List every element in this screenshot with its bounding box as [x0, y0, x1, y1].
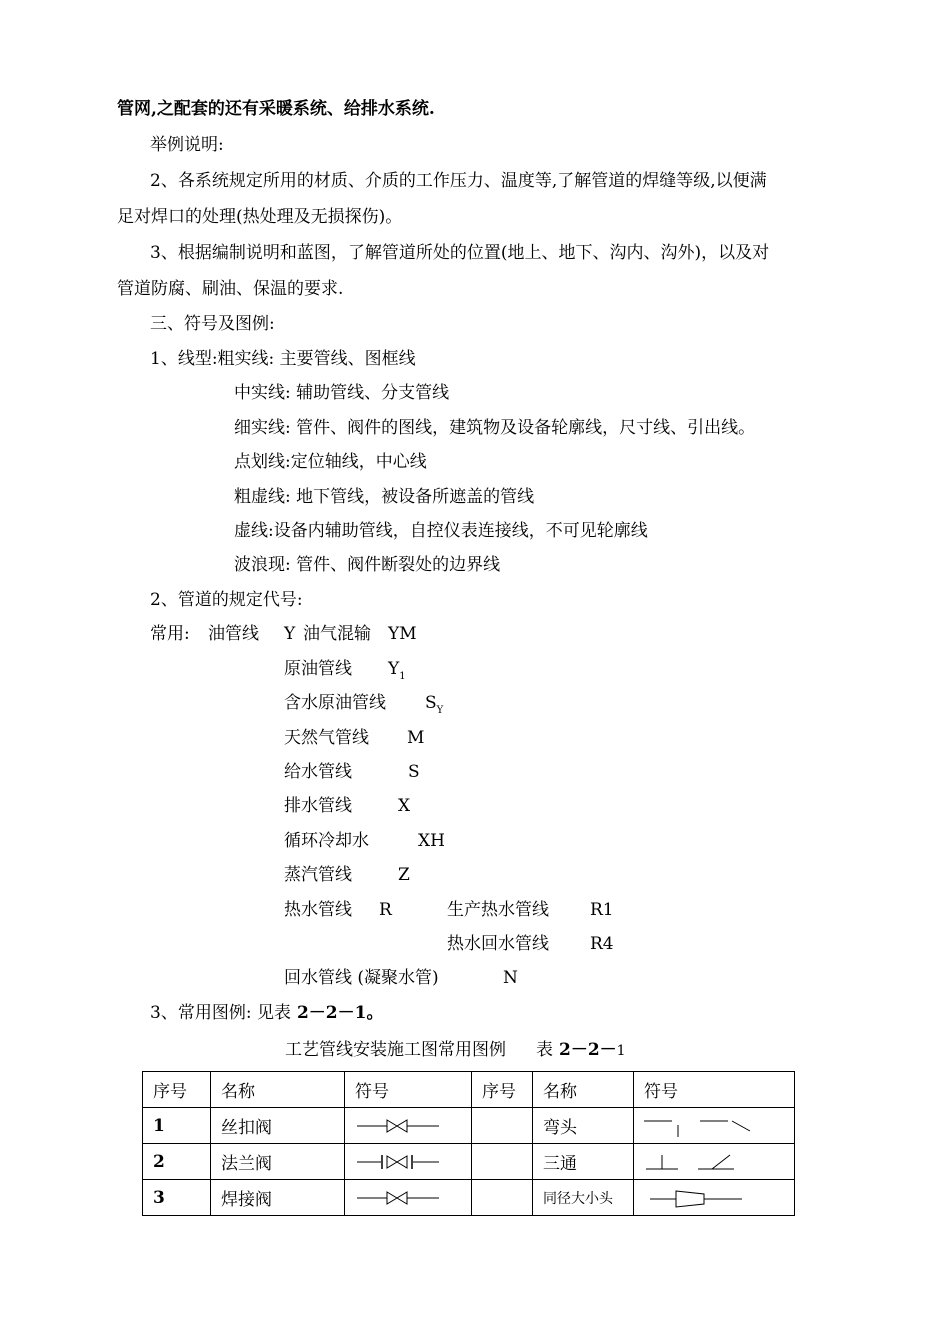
section-heading: 三、符号及图例:: [150, 314, 275, 334]
legend-reference: 3、常用图例: 见表 2－2－1。: [150, 1003, 384, 1023]
elbow-icon: [642, 1113, 782, 1139]
code-value: Y: [284, 624, 296, 644]
welded-valve-icon: [353, 1188, 453, 1208]
table-header: 符号: [634, 1072, 795, 1108]
code-value: R4: [590, 934, 614, 954]
code-value: $Y_1$: [388, 659, 406, 682]
row-name: 丝扣阀: [211, 1108, 345, 1144]
row-symbol: [634, 1144, 795, 1180]
text-line: 中实线: 辅助管线、分支管线: [234, 383, 450, 403]
code-value: X: [398, 796, 411, 816]
text-line: 举例说明:: [150, 135, 224, 155]
code-name: 油管线: [208, 624, 259, 644]
code-value: S: [408, 762, 420, 782]
row-symbol: [345, 1108, 472, 1144]
flanged-valve-icon: [353, 1152, 453, 1172]
code-name: 生产热水管线: [447, 900, 549, 920]
code-value: $S_Y$: [425, 693, 444, 716]
row-number: 2: [143, 1144, 211, 1180]
table-header: 名称: [533, 1072, 634, 1108]
code-value: N: [503, 968, 518, 988]
row-name: 弯头: [533, 1108, 634, 1144]
text-line: 3、根据编制说明和蓝图，了解管道所处的位置(地上、地下、沟内、沟外)，以及对: [150, 243, 770, 263]
code-value: XH: [418, 831, 445, 851]
row-symbol: [345, 1180, 472, 1216]
row-name: 三通: [533, 1144, 634, 1180]
text-line: 管道防腐、刷油、保温的要求.: [117, 279, 344, 299]
code-value: YM: [388, 624, 417, 644]
reducer-icon: [642, 1185, 782, 1211]
row-number: [472, 1108, 533, 1144]
legend-table: [142, 1071, 795, 1216]
threaded-valve-icon: [353, 1116, 453, 1136]
code-name: 热水管线: [284, 900, 352, 920]
text-line: 2、各系统规定所用的材质、介质的工作压力、温度等,了解管道的焊缝等级,以便满: [150, 171, 767, 191]
tee-icon: [642, 1149, 782, 1175]
table-header: 符号: [345, 1072, 472, 1108]
table-header-row: [143, 1072, 795, 1108]
table-caption: 工艺管线安装施工图常用图例 表 2－2－1: [285, 1040, 626, 1060]
text-line: 粗虚线: 地下管线，被设备所遮盖的管线: [234, 487, 535, 507]
code-value: R: [379, 900, 392, 920]
code-name: 回水管线 (凝聚水管): [284, 968, 439, 988]
code-name: 天然气管线: [284, 728, 369, 748]
text-line: 虚线:设备内辅助管线，自控仪表连接线，不可见轮廓线: [234, 521, 648, 541]
code-name: 热水回水管线: [447, 934, 549, 954]
table-header: 序号: [472, 1072, 533, 1108]
row-symbol: [634, 1108, 795, 1144]
table-header: 名称: [211, 1072, 345, 1108]
row-symbol: [634, 1180, 795, 1216]
text-line: 1、线型:粗实线: 主要管线、图框线: [150, 349, 416, 369]
code-name: 油气混输: [303, 624, 371, 644]
code-value: R1: [590, 900, 614, 920]
text-line: 点划线:定位轴线，中心线: [234, 452, 427, 472]
row-name: 同径大小头: [533, 1180, 634, 1216]
code-name: 原油管线: [284, 659, 352, 679]
row-number: [472, 1180, 533, 1216]
text-line: 足对焊口的处理(热处理及无损探伤)。: [117, 207, 403, 227]
row-name: 法兰阀: [211, 1144, 345, 1180]
table-row: [143, 1108, 795, 1144]
text-line: 管网,之配套的还有采暖系统、给排水系统.: [117, 99, 435, 119]
code-name: 含水原油管线: [284, 693, 386, 713]
row-number: 3: [143, 1180, 211, 1216]
row-number: [472, 1144, 533, 1180]
row-name: 焊接阀: [211, 1180, 345, 1216]
code-name: 循环冷却水: [284, 831, 369, 851]
code-name: 给水管线: [284, 762, 352, 782]
row-symbol: [345, 1144, 472, 1180]
table-header: 序号: [143, 1072, 211, 1108]
text-line: 细实线: 管件、阀件的图线，建筑物及设备轮廓线，尺寸线、引出线。: [234, 418, 756, 438]
row-number: 1: [143, 1108, 211, 1144]
code-name: 排水管线: [284, 796, 352, 816]
code-value: Z: [398, 865, 410, 885]
text-line: 2、管道的规定代号:: [150, 590, 303, 610]
code-name: 蒸汽管线: [284, 865, 352, 885]
text-line: 波浪现: 管件、阀件断裂处的边界线: [234, 555, 501, 575]
table-row: [143, 1144, 795, 1180]
code-value: M: [407, 728, 425, 748]
table-row: [143, 1180, 795, 1216]
codes-label: 常用:: [150, 624, 190, 644]
